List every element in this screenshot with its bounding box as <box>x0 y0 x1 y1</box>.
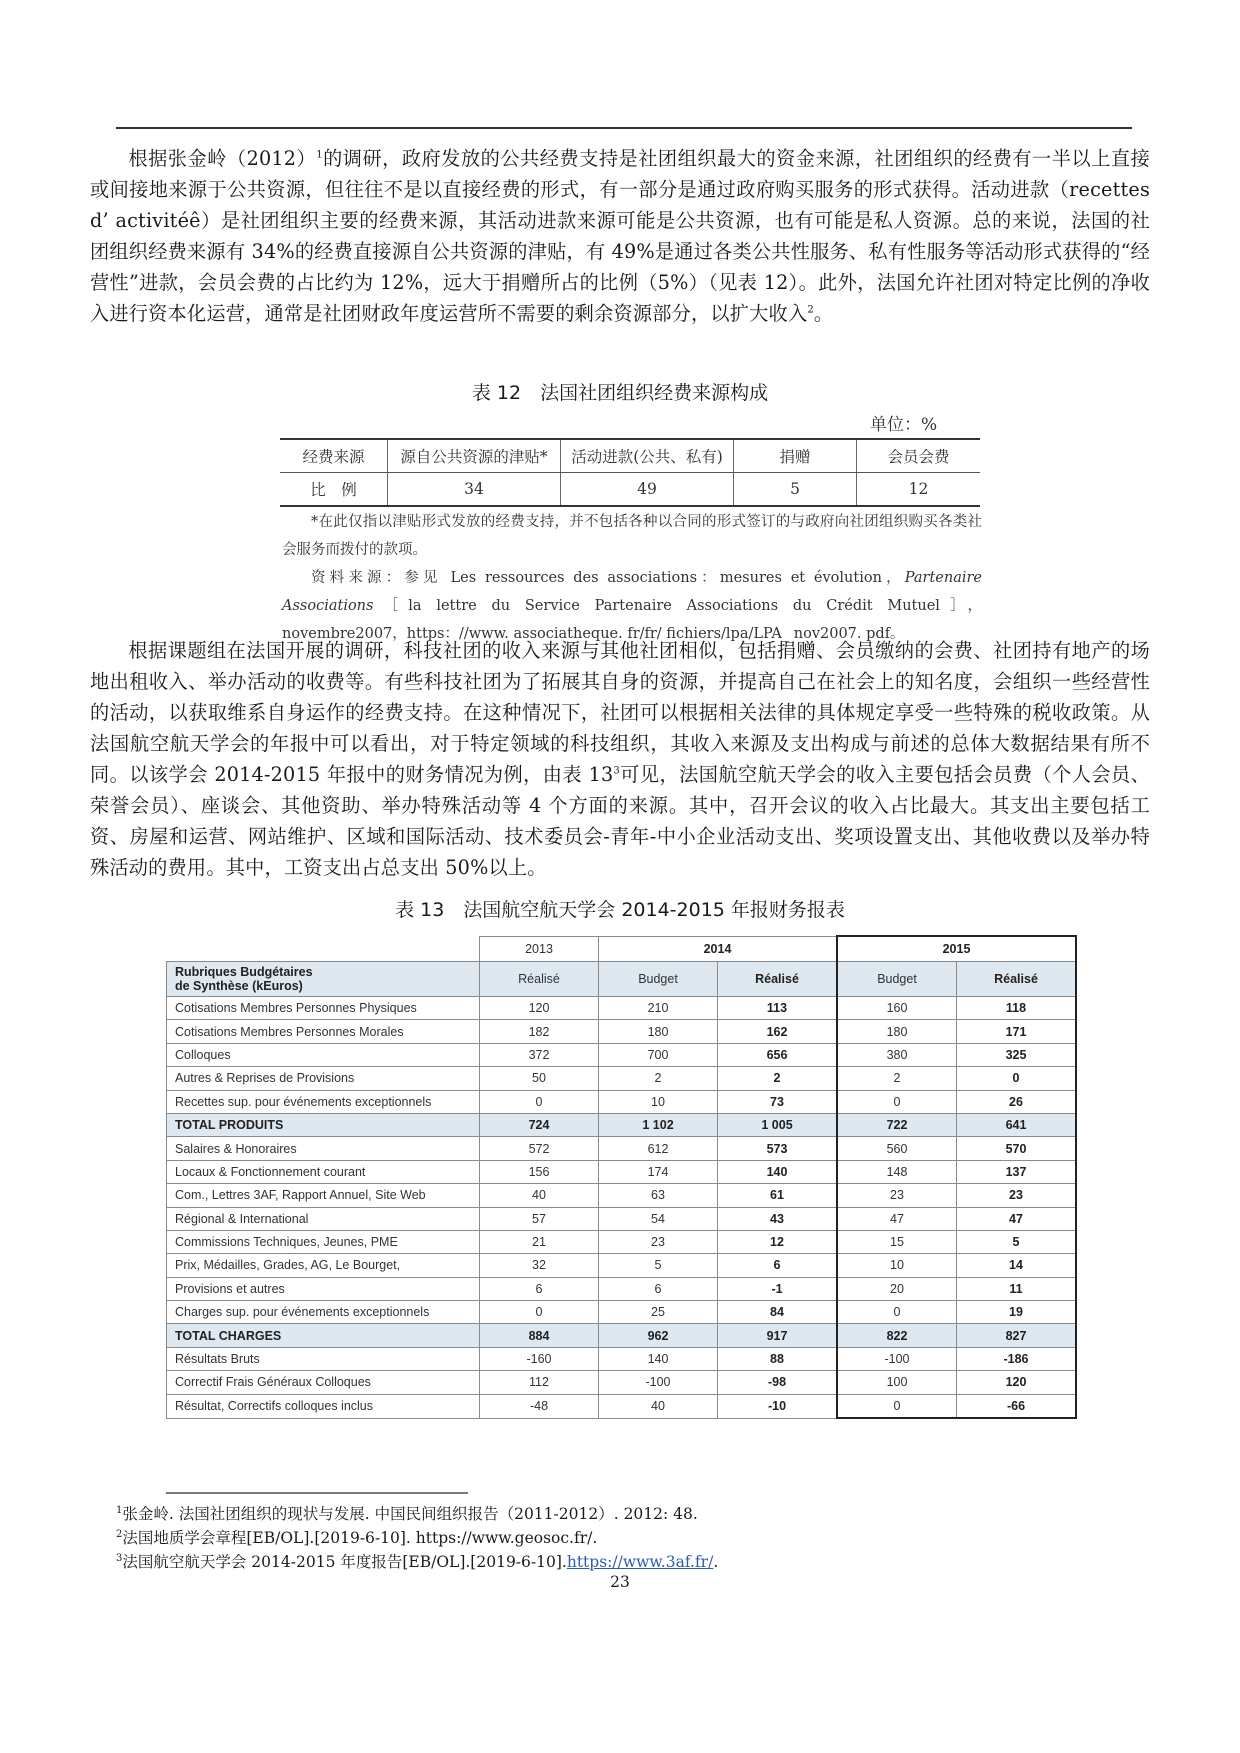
table-cell: -160 <box>480 1347 599 1370</box>
table-cell: 32 <box>480 1254 599 1277</box>
table-cell: 572 <box>480 1137 599 1160</box>
table-cell: 380 <box>837 1043 957 1066</box>
table-cell: 724 <box>480 1113 599 1136</box>
table-cell: 0 <box>837 1301 957 1324</box>
header-cell: 捐赠 <box>734 439 857 473</box>
table-cell: 26 <box>957 1090 1077 1113</box>
footnote-rule <box>166 1492 468 1494</box>
footnote-text: 张金岭. 法国社团组织的现状与发展. 中国民间组织报告（2011-2012）. 2012: 48. <box>122 1505 698 1523</box>
table-cell: 12 <box>857 473 981 507</box>
table-cell: 148 <box>837 1160 957 1183</box>
table-cell: 12 <box>718 1230 838 1253</box>
footnotes <box>116 1502 718 1574</box>
footnote-1 <box>116 1502 718 1526</box>
table-cell: 180 <box>599 1020 718 1043</box>
header-cell: 源自公共资源的津贴* <box>388 439 561 473</box>
table-cell: -1 <box>718 1277 838 1300</box>
header-cell: 活动进款(公共、私有) <box>561 439 734 473</box>
table-cell: 137 <box>957 1160 1077 1183</box>
sub-header-row <box>167 962 1077 997</box>
table-cell: 6 <box>718 1254 838 1277</box>
table-cell: 49 <box>561 473 734 507</box>
footnote-ref-3[interactable]: 3 <box>613 765 620 777</box>
table-cell: 0 <box>837 1090 957 1113</box>
table-cell: 40 <box>599 1394 718 1418</box>
table-row <box>167 1090 1077 1113</box>
year-2013: 2013 <box>480 936 599 962</box>
paragraph-1 <box>90 143 1150 329</box>
row-label: Commissions Techniques, Jeunes, PME <box>167 1230 480 1253</box>
row-label: Cotisations Membres Personnes Physiques <box>167 997 480 1020</box>
year-2015: 2015 <box>837 936 1076 962</box>
table-cell: 573 <box>718 1137 838 1160</box>
table-cell: 140 <box>599 1347 718 1370</box>
table-cell: 47 <box>837 1207 957 1230</box>
table-cell: 822 <box>837 1324 957 1347</box>
table-13 <box>166 935 1077 1419</box>
row-label: Locaux & Fonctionnement courant <box>167 1160 480 1183</box>
table-cell: 73 <box>718 1090 838 1113</box>
page-number: 23 <box>610 1573 630 1591</box>
table-cell: -66 <box>957 1394 1077 1418</box>
footnote-link[interactable]: https://www.3af.fr/ <box>566 1553 714 1571</box>
table-cell: 23 <box>837 1184 957 1207</box>
table-cell: 372 <box>480 1043 599 1066</box>
table-cell: 2 <box>718 1067 838 1090</box>
table-cell: 40 <box>480 1184 599 1207</box>
row-label: Colloques <box>167 1043 480 1066</box>
table-cell: 160 <box>837 997 957 1020</box>
table-cell: 54 <box>599 1207 718 1230</box>
table-cell: 0 <box>957 1067 1077 1090</box>
table-row <box>167 997 1077 1020</box>
table-row <box>167 1043 1077 1066</box>
sub-header: Réalisé <box>718 962 838 997</box>
footnote-ref-2[interactable]: 2 <box>807 304 814 316</box>
table-cell: 57 <box>480 1207 599 1230</box>
table-row <box>167 1137 1077 1160</box>
table-cell: 19 <box>957 1301 1077 1324</box>
table-cell: 210 <box>599 997 718 1020</box>
blank-cell <box>167 936 480 962</box>
table-cell: 1 005 <box>718 1113 838 1136</box>
table-cell: 182 <box>480 1020 599 1043</box>
footnote-text: 法国航空航天学会 2014-2015 年度报告[EB/OL].[2019-6-10]. <box>122 1553 567 1571</box>
table-cell: 100 <box>837 1371 957 1394</box>
row-label: Résultat, Correctifs colloques inclus <box>167 1394 480 1418</box>
table-cell: 47 <box>957 1207 1077 1230</box>
table-cell: 0 <box>480 1301 599 1324</box>
table-cell: 6 <box>480 1277 599 1300</box>
table-cell: 827 <box>957 1324 1077 1347</box>
table-cell: 612 <box>599 1137 718 1160</box>
sub-header: Budget <box>837 962 957 997</box>
footnote-num: 2 <box>116 1528 123 1540</box>
source-journal: Partenaire Associations <box>282 570 982 614</box>
table-12 <box>280 438 980 507</box>
table-cell: -10 <box>718 1394 838 1418</box>
table-row <box>167 1160 1077 1183</box>
footnote-num: 1 <box>116 1504 123 1516</box>
row-label: Autres & Reprises de Provisions <box>167 1067 480 1090</box>
table-cell: -186 <box>957 1347 1077 1370</box>
table-cell: 0 <box>837 1394 957 1418</box>
table-cell: 171 <box>957 1020 1077 1043</box>
footnote-end: . <box>713 1553 719 1571</box>
table-cell: 5 <box>734 473 857 507</box>
table-cell: 174 <box>599 1160 718 1183</box>
sub-header: Réalisé <box>480 962 599 997</box>
p1-text: 的调研，政府发放的公共经费支持是社团组织最大的资金来源，社团组织的经费有一半以上直接或间接地来源于公共资源，但往往不是以直接经费的形式，有一部分是通过政府购买服务的形式获得。活动进款（recettes d’ activitéê）是社团组织主要的经费来源，其活动进款来源可能是公共资源，也有可能是私人资源。总的来说，法国的社团组织经费来源有 34%的经费直接源自公共资源的津贴，有 49%是通过各类公共性服务、私有性服务等活动形式获得的“经营性”进款，会员会费的占比约为 12%，远大于捐赠所占的比例（5%）（见表 12）。此外，法国允许社团对特定比例的净收入进行资本化运营，通常是社团财政年度运营所不需要的剩余资源部分，以扩大收入 <box>90 147 1150 325</box>
footnote-2 <box>116 1526 718 1550</box>
header-cell: 会员会费 <box>857 439 981 473</box>
table-cell: 11 <box>957 1277 1077 1300</box>
label-header-line1: Rubriques Budgétaires <box>175 965 313 979</box>
table-cell: 23 <box>957 1184 1077 1207</box>
table-cell: 884 <box>480 1324 599 1347</box>
table-cell: 325 <box>957 1043 1077 1066</box>
header-cell: 经费来源 <box>280 439 388 473</box>
sub-header: Réalisé <box>957 962 1077 997</box>
table-cell: 962 <box>599 1324 718 1347</box>
table-cell: 6 <box>599 1277 718 1300</box>
table-cell: 917 <box>718 1324 838 1347</box>
year-header-row <box>167 936 1077 962</box>
table-cell: 700 <box>599 1043 718 1066</box>
table12-footnote: *在此仅指以津贴形式发放的经费支持，并不包括各种以合同的形式签订的与政府向社团组织购买各类社会服务而拨付的款项。 <box>282 514 982 558</box>
table-row <box>167 1184 1077 1207</box>
table-row <box>167 1067 1077 1090</box>
table-row <box>167 1277 1077 1300</box>
table-cell: 113 <box>718 997 838 1020</box>
table-row <box>167 1301 1077 1324</box>
table-cell: 641 <box>957 1113 1077 1136</box>
year-2014: 2014 <box>599 936 838 962</box>
table-cell: 10 <box>837 1254 957 1277</box>
table-cell: 34 <box>388 473 561 507</box>
row-label: Régional & International <box>167 1207 480 1230</box>
table-cell: -98 <box>718 1371 838 1394</box>
table-header-row <box>280 439 980 473</box>
table-cell: 2 <box>599 1067 718 1090</box>
table-cell: 0 <box>480 1090 599 1113</box>
row-label: Cotisations Membres Personnes Morales <box>167 1020 480 1043</box>
table-row <box>167 1207 1077 1230</box>
row-label: Com., Lettres 3AF, Rapport Annuel, Site Web <box>167 1184 480 1207</box>
p2-text: 根据课题组在法国开展的调研，科技社团的收入来源与其他社团相似，包括捐赠、会员缴纳的会费、社团持有地产的场地出租收入、举办活动的收费等。有些科技社团为了拓展其自身的资源，并提高自己在社会上的知名度，会组织一些经营性的活动，以获取维系自身运作的经费支持。在这种情况下，社团可以根据相关法律的具体规定享受一些特殊的税收政策。从法国航空航天学会的年报中可以看出，对于特定领域的科技组织，其收入来源及支出构成与前述的总体大数据结果有所不同。以该学会 2014-2015 年报中的财务情况为例，由表 13 <box>90 639 1150 786</box>
table12-caption: 表 12 法国社团组织经费来源构成 <box>471 382 769 404</box>
table-row <box>280 473 980 507</box>
row-label: TOTAL CHARGES <box>167 1324 480 1347</box>
footnote-3 <box>116 1550 718 1574</box>
table-cell: 722 <box>837 1113 957 1136</box>
table-cell: 14 <box>957 1254 1077 1277</box>
table-cell: 656 <box>718 1043 838 1066</box>
table-cell: 120 <box>480 997 599 1020</box>
row-label: Provisions et autres <box>167 1277 480 1300</box>
table-cell: 5 <box>599 1254 718 1277</box>
footnote-ref-1[interactable]: 1 <box>316 149 323 161</box>
footnote-num: 3 <box>116 1552 123 1564</box>
table-row <box>167 1394 1077 1418</box>
table-cell: 63 <box>599 1184 718 1207</box>
row-label: Recettes sup. pour événements exceptionnels <box>167 1090 480 1113</box>
table13-caption: 表 13 法国航空航天学会 2014-2015 年报财务报表 <box>395 899 845 921</box>
row-label: 比 例 <box>280 473 388 507</box>
row-label: Charges sup. pour événements exceptionnels <box>167 1301 480 1324</box>
table-cell: -48 <box>480 1394 599 1418</box>
table-cell: 140 <box>718 1160 838 1183</box>
table-cell: 23 <box>599 1230 718 1253</box>
footnote-text: 法国地质学会章程[EB/OL].[2019-6-10]. https://www.geosoc.fr/. <box>122 1529 598 1547</box>
table-row <box>167 1230 1077 1253</box>
table-row <box>167 1324 1077 1347</box>
p1-end: 。 <box>813 302 834 325</box>
header-rule <box>116 127 1132 129</box>
table-cell: 10 <box>599 1090 718 1113</box>
row-label: Résultats Bruts <box>167 1347 480 1370</box>
table-cell: 112 <box>480 1371 599 1394</box>
source-prefix: 资料来源：参见 Les ressources des associations：mesures et évolution， <box>311 570 905 586</box>
table-cell: 21 <box>480 1230 599 1253</box>
table-cell: 156 <box>480 1160 599 1183</box>
table-cell: 20 <box>837 1277 957 1300</box>
table12-notes <box>282 508 982 648</box>
row-label: TOTAL PRODUITS <box>167 1113 480 1136</box>
table-cell: 50 <box>480 1067 599 1090</box>
table-cell: 118 <box>957 997 1077 1020</box>
table-cell: 15 <box>837 1230 957 1253</box>
table-cell: 570 <box>957 1137 1077 1160</box>
table-cell: -100 <box>837 1347 957 1370</box>
row-label: Prix, Médailles, Grades, AG, Le Bourget, <box>167 1254 480 1277</box>
table-cell: 5 <box>957 1230 1077 1253</box>
table-cell: 84 <box>718 1301 838 1324</box>
table-cell: 2 <box>837 1067 957 1090</box>
table-cell: 162 <box>718 1020 838 1043</box>
sub-header: Budget <box>599 962 718 997</box>
table-cell: -100 <box>599 1371 718 1394</box>
table-cell: 1 102 <box>599 1113 718 1136</box>
table12-unit: 单位：% <box>870 415 938 435</box>
paragraph-2 <box>90 635 1150 883</box>
row-label: Correctif Frais Généraux Colloques <box>167 1371 480 1394</box>
p2-text2: 可见，法国航空航天学会的收入主要包括会员费（个人会员、荣誉会员）、座谈会、其他资助、举办特殊活动等 4 个方面的来源。其中，召开会议的收入占比最大。其支出主要包括工资、房屋和运营、网站维护、区域和国际活动、技术委员会-青年-中小企业活动支出、奖项设置支出、其他收费以及举办特殊活动的费用。其中，工资支出占总支出 50%以上。 <box>90 763 1150 879</box>
table-cell: 61 <box>718 1184 838 1207</box>
table-cell: 43 <box>718 1207 838 1230</box>
table-cell: 120 <box>957 1371 1077 1394</box>
table-row <box>167 1113 1077 1136</box>
p1-lead: 根据张金岭（2012） <box>128 147 317 170</box>
table-row <box>167 1371 1077 1394</box>
table-cell: 88 <box>718 1347 838 1370</box>
source-rest: ［la lettre du Service Partenaire Associations du Crédit Mutuel］，novembre2007，https：//www. associatheque. fr/fr/ fichiers/lpa/LPA_ nov2007. pdf。 <box>282 598 982 642</box>
table-cell: 25 <box>599 1301 718 1324</box>
label-header-line2: de Synthèse (kEuros) <box>175 979 303 993</box>
table-cell: 560 <box>837 1137 957 1160</box>
table-row <box>167 1254 1077 1277</box>
table-cell: 180 <box>837 1020 957 1043</box>
table-row <box>167 1347 1077 1370</box>
label-header <box>167 962 480 997</box>
row-label: Salaires & Honoraires <box>167 1137 480 1160</box>
table-row <box>167 1020 1077 1043</box>
